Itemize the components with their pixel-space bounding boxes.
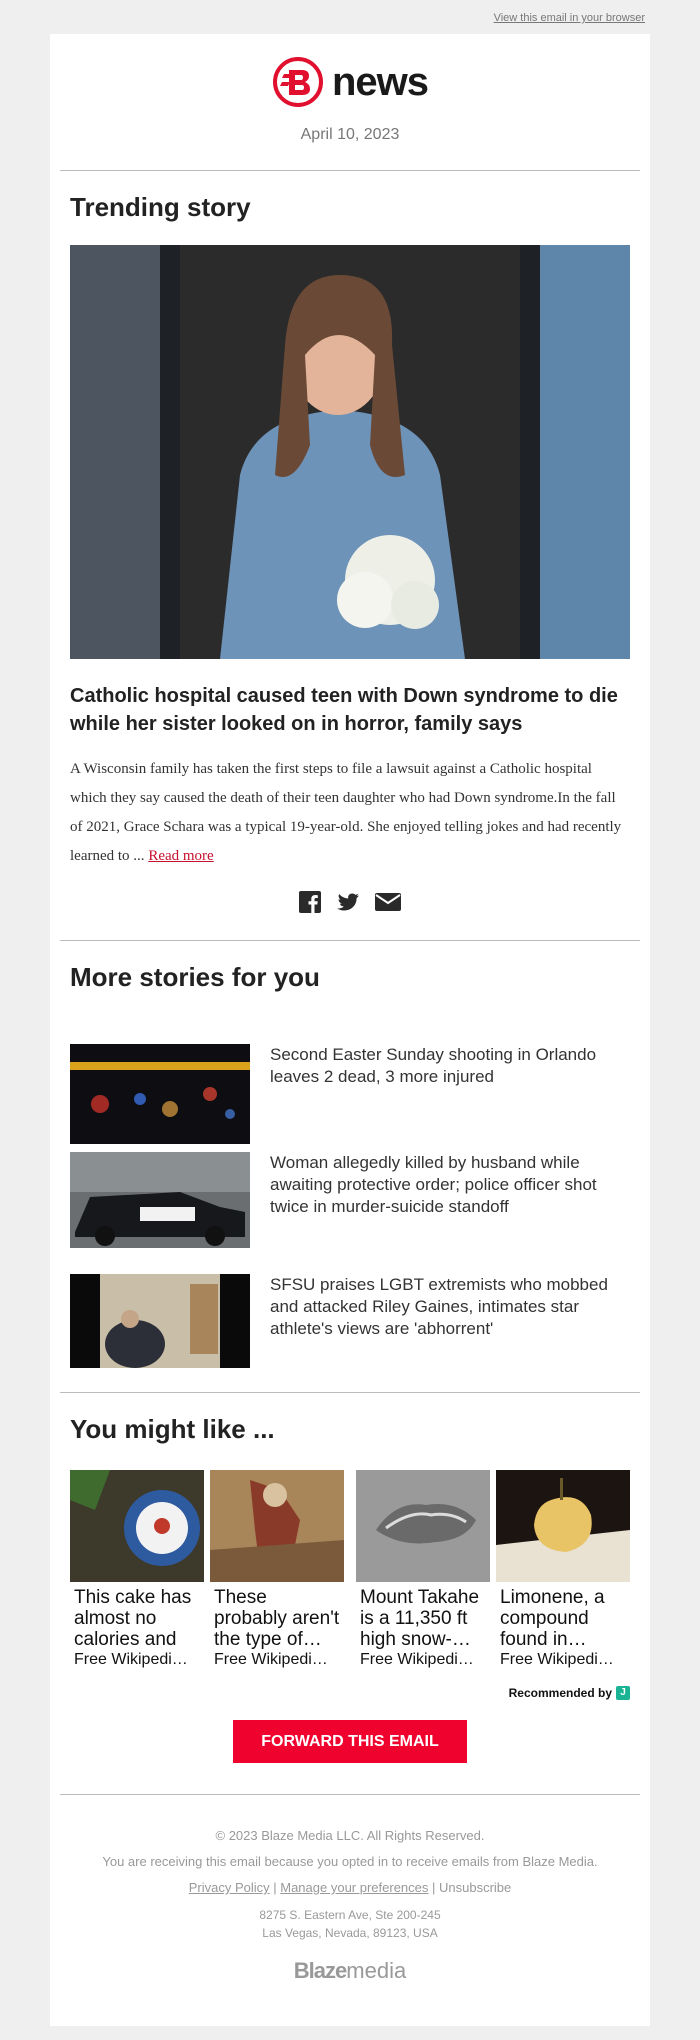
email-icon[interactable] <box>374 890 402 914</box>
twitter-icon[interactable] <box>336 890 360 914</box>
address-line-2: Las Vegas, Nevada, 89123, USA <box>262 1926 438 1940</box>
footer-links: Privacy Policy | Manage your preferences | Unsubscribe <box>188 1880 512 1895</box>
blaze-b-icon <box>272 56 324 108</box>
recommended-thumbnail[interactable] <box>70 1470 204 1582</box>
story-thumbnail[interactable] <box>70 1274 250 1368</box>
read-more-link[interactable]: Read more <box>148 848 214 864</box>
trending-excerpt: A Wisconsin family has taken the first steps to file a lawsuit against a Catholic hospital which they say caused the death of their teen daughter who had Down syndrome.In the fall of 2021, Grace Schara was a typical 19-year-old. She enjoyed telling jokes and had recently learned to ... Read more <box>70 761 622 864</box>
recommended-thumbnail[interactable] <box>210 1470 344 1582</box>
recommended-by[interactable] <box>509 1686 630 1700</box>
recommended-item[interactable] <box>496 1470 630 1670</box>
jeeng-logo-icon: J <box>616 1686 630 1700</box>
facebook-icon[interactable] <box>298 890 322 914</box>
divider <box>60 1392 640 1393</box>
trending-story-image[interactable] <box>70 245 630 659</box>
recommended-item[interactable] <box>210 1470 344 1670</box>
recommended-title[interactable]: This cake has almost no calories and <box>74 1587 192 1650</box>
recommended-source: Free Wikipedi… <box>500 1651 614 1668</box>
address-line-1: 8275 S. Eastern Ave, Ste 200-245 <box>259 1908 441 1922</box>
opt-in-notice: You are receiving this email because you opted in to receive emails from Blaze Media. <box>102 1854 598 1869</box>
recommended-source: Free Wikipedi… <box>214 1651 328 1668</box>
share-bar <box>50 890 650 914</box>
recommended-thumbnail[interactable] <box>496 1470 630 1582</box>
blaze-media-logo-light: media <box>346 1958 407 1983</box>
recommended-by-label: Recommended by <box>508 1686 612 1700</box>
blaze-media-logo[interactable] <box>50 1958 650 1984</box>
copyright: © 2023 Blaze Media LLC. All Rights Reserved. <box>215 1828 485 1843</box>
story-item[interactable] <box>70 1274 630 1374</box>
privacy-policy-link[interactable]: Privacy Policy <box>188 1880 270 1895</box>
recommended-thumbnail[interactable] <box>356 1470 490 1582</box>
story-title[interactable]: Woman allegedly killed by husband while awaiting protective order; police officer shot twice in murder-suicide standoff <box>270 1153 597 1216</box>
recommended-title[interactable]: Limonene, a compound found in… <box>500 1587 605 1650</box>
divider <box>60 1794 640 1795</box>
view-in-browser-link[interactable]: View this email in your browser <box>493 12 645 24</box>
story-thumbnail[interactable] <box>70 1152 250 1248</box>
recommended-source: Free Wikipedi… <box>74 1651 188 1668</box>
trending-section-title: Trending story <box>70 192 251 222</box>
forward-email-button[interactable]: FORWARD THIS EMAIL <box>233 1720 467 1763</box>
issue-date: April 10, 2023 <box>300 126 400 143</box>
you-might-like-section-title: You might like ... <box>70 1414 275 1444</box>
recommended-title[interactable]: These probably aren't the type of… <box>214 1587 340 1650</box>
story-item[interactable] <box>70 1152 630 1252</box>
logo-word: news <box>331 59 429 104</box>
recommended-title[interactable]: Mount Takahe is a 11,350 ft high snow-… <box>360 1587 480 1650</box>
story-title[interactable]: Second Easter Sunday shooting in Orlando leaves 2 dead, 3 more injured <box>270 1045 597 1086</box>
story-item[interactable] <box>70 1044 630 1144</box>
story-thumbnail[interactable] <box>70 1044 250 1144</box>
email-card <box>50 34 650 2026</box>
story-title[interactable]: SFSU praises LGBT extremists who mobbed and attacked Riley Gaines, intimates star athlete's views are 'abhorrent' <box>270 1275 608 1338</box>
recommended-item[interactable] <box>70 1470 204 1670</box>
recommended-source: Free Wikipedi… <box>360 1651 474 1668</box>
recommended-item[interactable] <box>356 1470 490 1670</box>
divider <box>60 170 640 171</box>
more-stories-section-title: More stories for you <box>70 962 320 992</box>
divider <box>60 940 640 941</box>
manage-preferences-link[interactable]: Manage your preferences <box>280 1880 429 1895</box>
unsubscribe-link[interactable]: Unsubscribe <box>439 1880 512 1895</box>
hero-photo-placeholder <box>70 245 630 659</box>
trending-headline[interactable]: Catholic hospital caused teen with Down syndrome to die while her sister looked on in horror, family says <box>70 685 618 735</box>
blaze-media-logo-bold: Blaze <box>293 1958 347 1983</box>
brand-logo[interactable] <box>50 56 650 108</box>
